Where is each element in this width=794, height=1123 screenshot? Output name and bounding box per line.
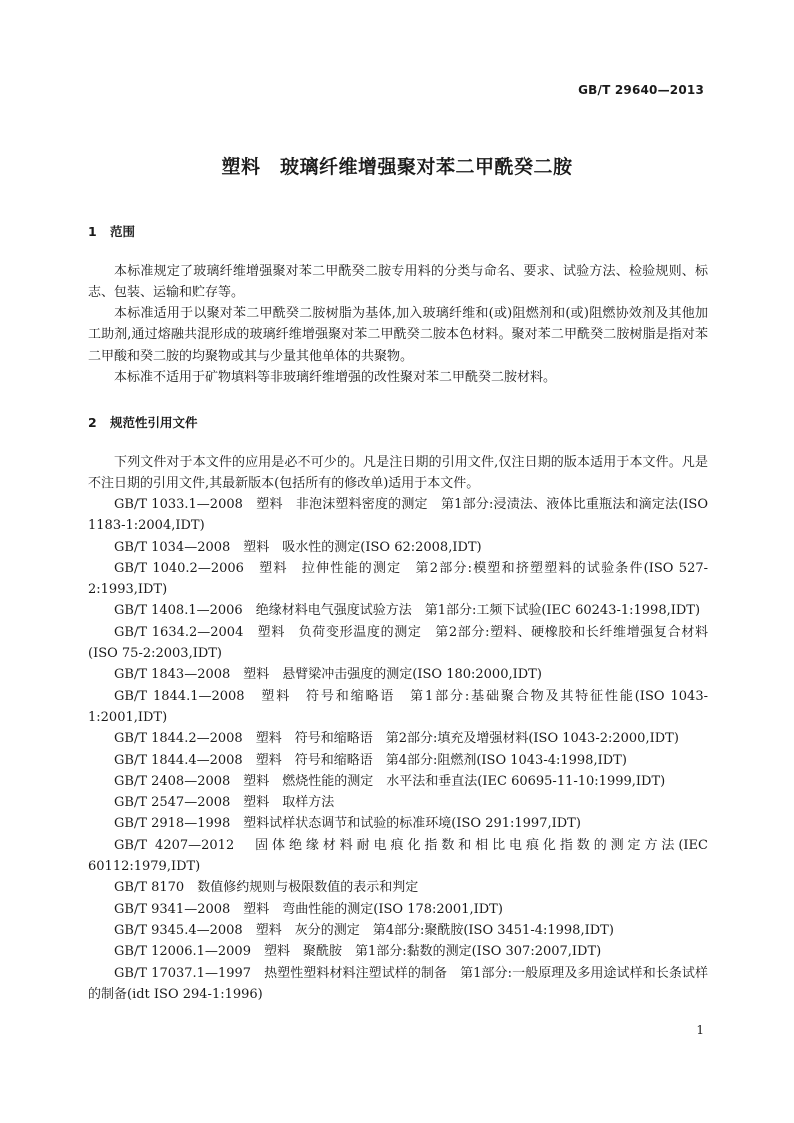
reference-item: GB/T 1034—2008 塑料 吸水性的测定(ISO 62:2008,IDT) <box>114 539 482 555</box>
page-number: 1 <box>696 1023 704 1037</box>
section-2-intro: 下列文件对于本文件的应用是必不可少的。凡是注日期的引用文件,仅注日期的版本适用于本文件。凡是不注日期的引用文件,其最新版本(包括所有的修改单)适用于本文件。 <box>88 455 708 492</box>
reference-item: GB/T 2547—2008 塑料 取样方法 <box>114 795 335 811</box>
reference-item: GB/T 1844.2—2008 塑料 符号和缩略语 第2部分:填充及增强材料(ISO 1043-2:2000,IDT) <box>114 731 679 747</box>
section-title: 范围 <box>110 224 136 239</box>
reference-item: GB/T 1408.1—2006 绝缘材料电气强度试验方法 第1部分:工频下试验(IEC 60243-1:1998,IDT) <box>114 603 701 619</box>
reference-item: GB/T 12006.1—2009 塑料 聚酰胺 第1部分:黏数的测定(ISO 307:2007,IDT) <box>114 944 602 960</box>
reference-item: GB/T 1634.2—2004 塑料 负荷变形温度的测定 第2部分:塑料、硬橡胶和长纤维增强复合材料(ISO 75-2:2003,IDT) <box>88 624 708 662</box>
standard-code: GB/T 29640—2013 <box>578 83 704 97</box>
reference-item: GB/T 8170 数值修约规则与极限数值的表示和判定 <box>114 880 419 896</box>
section-number: 2 <box>88 415 97 430</box>
reference-item: GB/T 1844.4—2008 塑料 符号和缩略语 第4部分:阻燃剂(ISO 1043-4:1998,IDT) <box>114 752 627 768</box>
reference-item: GB/T 9345.4—2008 塑料 灰分的测定 第4部分:聚酰胺(ISO 3451-4:1998,IDT) <box>114 922 614 938</box>
reference-list <box>88 494 708 1005</box>
section-2-heading <box>88 413 198 431</box>
reference-item: GB/T 17037.1—1997 热塑性塑料材料注塑试样的制备 第1部分:一般原理及多用途试样和长条试样的制备(idt ISO 294-1:1996) <box>88 965 708 1002</box>
reference-item: GB/T 2408—2008 塑料 燃烧性能的测定 水平法和垂直法(IEC 60695-11-10:1999,IDT) <box>114 773 666 789</box>
section-1-paragraph: 本标准不适用于矿物填料等非玻璃纤维增强的改性聚对苯二甲酰癸二胺材料。 <box>114 370 557 385</box>
section-1-paragraph: 本标准规定了玻璃纤维增强聚对苯二甲酰癸二胺专用料的分类与命名、要求、试验方法、检验规则、标志、包装、运输和贮存等。 <box>88 264 708 301</box>
document-title: 塑料 玻璃纤维增强聚对苯二甲酰癸二胺 <box>221 156 573 178</box>
section-1-paragraph: 本标准适用于以聚对苯二甲酰癸二胺树脂为基体,加入玻璃纤维和(或)阻燃剂和(或)阻燃协效剂及其他加工助剂,通过熔融共混形成的玻璃纤维增强聚对苯二甲酰癸二胺本色材料。聚对苯二甲酰癸二胺树脂是指对苯二甲酸和癸二胺的均聚物或其与少量其他单体的共聚物。 <box>88 306 708 364</box>
section-number: 1 <box>88 224 97 239</box>
section-1-heading <box>88 222 135 240</box>
reference-item: GB/T 9341—2008 塑料 弯曲性能的测定(ISO 178:2001,IDT) <box>114 901 503 917</box>
reference-item: GB/T 4207—2012 固体绝缘材料耐电痕化指数和相比电痕化指数的测定方法(IEC 60112:1979,IDT) <box>88 837 708 875</box>
reference-item: GB/T 1033.1—2008 塑料 非泡沫塑料密度的测定 第1部分:浸渍法、液体比重瓶法和滴定法(ISO 1183-1:2004,IDT) <box>88 497 708 534</box>
section-title: 规范性引用文件 <box>110 415 198 430</box>
reference-item: GB/T 1040.2—2006 塑料 拉伸性能的测定 第2部分:模塑和挤塑塑料的试验条件(ISO 527-2:1993,IDT) <box>88 560 708 598</box>
reference-item: GB/T 2918—1998 塑料试样状态调节和试验的标准环境(ISO 291:1997,IDT) <box>114 816 581 832</box>
reference-item: GB/T 1843—2008 塑料 悬臂梁冲击强度的测定(ISO 180:2000,IDT) <box>114 667 542 683</box>
reference-item: GB/T 1844.1—2008 塑料 符号和缩略语 第1部分:基础聚合物及其特征性能(ISO 1043-1:2001,IDT) <box>88 688 708 725</box>
